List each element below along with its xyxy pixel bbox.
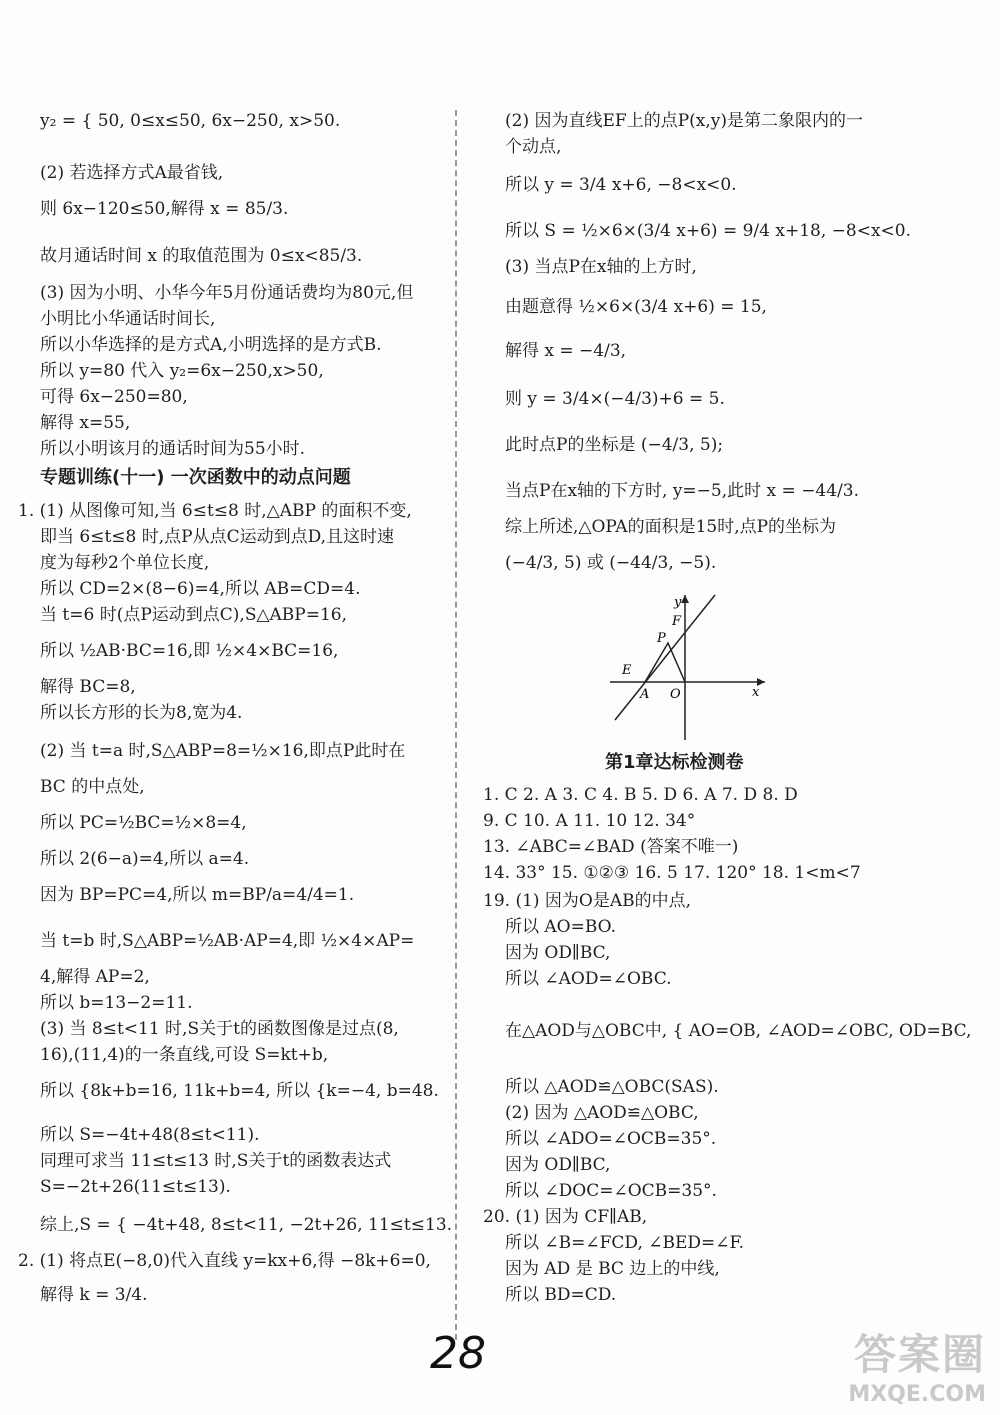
text-line: 故月通话时间 x 的取值范围为 0≤x<85/3. <box>40 246 363 266</box>
text-line: 所以 ∠B=∠FCD, ∠BED=∠F. <box>505 1233 745 1253</box>
text-line: 在△AOD与△OBC中, { AO=OB, ∠AOD=∠OBC, OD=BC, <box>505 1021 972 1041</box>
column-divider <box>455 110 457 1340</box>
text-line: 度为每秒2个单位长度, <box>40 553 210 573</box>
text-line: (3) 当点P在x轴的上方时, <box>505 257 697 277</box>
y-axis-arrow-icon <box>681 595 689 603</box>
text-line: 因为 OD∥BC, <box>505 943 611 963</box>
text-line: 即当 6≤t≤8 时,点P从点C运动到点D,且这时速 <box>40 527 395 547</box>
text-line: 所以 y = 3/4 x+6, −8<x<0. <box>505 175 737 195</box>
coordinate-graph <box>600 590 780 750</box>
section-heading: 第1章达标检测卷 <box>605 752 744 773</box>
text-line: 所以 b=13−2=11. <box>40 993 193 1013</box>
label-a: A <box>640 687 650 702</box>
answer-line: 13. ∠ABC=∠BAD (答案不唯一) <box>483 837 739 857</box>
label-p: P <box>657 631 666 646</box>
answer-line: 9. C 10. A 11. 10 12. 34° <box>483 811 696 831</box>
text-line: (3) 当 8≤t<11 时,S关于t的函数图像是过点(8, <box>40 1019 399 1039</box>
text-line: 因为 AD 是 BC 边上的中线, <box>505 1259 720 1279</box>
label-f: F <box>672 614 682 629</box>
text-line: 4,解得 AP=2, <box>40 967 150 987</box>
text-line: 所以 S = ½×6×(3/4 x+6) = 9/4 x+18, −8<x<0. <box>505 221 911 241</box>
text-line: 所以小明该月的通话时间为55小时. <box>40 439 306 459</box>
text-line: 因为 OD∥BC, <box>505 1155 611 1175</box>
text-line: 当点P在x轴的下方时, y=−5,此时 x = −44/3. <box>505 481 860 501</box>
text-line: (2) 因为直线EF上的点P(x,y)是第二象限内的一 <box>505 111 863 131</box>
answer-line: 14. 33° 15. ①②③ 16. 5 17. 120° 18. 1<m<7 <box>483 863 861 883</box>
text-line: 当 t=b 时,S△ABP=½AB·AP=4,即 ½×4×AP= <box>40 931 415 951</box>
text-line: (2) 当 t=a 时,S△ABP=8=½×16,即点P此时在 <box>40 741 406 761</box>
text-line: 由题意得 ½×6×(3/4 x+6) = 15, <box>505 297 767 317</box>
text-line: 综上所述,△OPA的面积是15时,点P的坐标为 <box>505 517 837 537</box>
text-line: (−4/3, 5) 或 (−44/3, −5). <box>505 553 717 573</box>
watermark <box>848 1322 986 1407</box>
text-line: 2. (1) 将点E(−8,0)代入直线 y=kx+6,得 −8k+6=0, <box>18 1251 431 1271</box>
watermark-logo: 答案圈 <box>853 1330 986 1379</box>
text-line: 此时点P的坐标是 (−4/3, 5); <box>505 435 724 455</box>
text-line: 因为 BP=PC=4,所以 m=BP/a=4/4=1. <box>40 885 355 905</box>
answer-line: 1. C 2. A 3. C 4. B 5. D 6. A 7. D 8. D <box>483 785 798 805</box>
label-y: y <box>674 595 682 610</box>
text-line: 所以 ∠AOD=∠OBC. <box>505 969 672 989</box>
text-line: 所以 PC=½BC=½×8=4, <box>40 813 247 833</box>
text-line: 所以 ∠ADO=∠OCB=35°. <box>505 1129 717 1149</box>
text-line: 解得 BC=8, <box>40 677 136 697</box>
label-e: E <box>622 663 632 678</box>
text-line: 则 y = 3/4×(−4/3)+6 = 5. <box>505 389 725 409</box>
text-line: 所以 BD=CD. <box>505 1285 617 1305</box>
text-line: 所以 ½AB·BC=16,即 ½×4×BC=16, <box>40 641 339 661</box>
text-line: S=−2t+26(11≤t≤13). <box>40 1177 231 1197</box>
text-line: 综上,S = { −4t+48, 8≤t<11, −2t+26, 11≤t≤13. <box>40 1215 453 1235</box>
text-line: 所以 △AOD≌△OBC(SAS). <box>505 1077 719 1097</box>
page-number: 28 <box>430 1328 486 1379</box>
text-line: 所以 y=80 代入 y₂=6x−250,x>50, <box>40 361 324 381</box>
text-line: 同理可求当 11≤t≤13 时,S关于t的函数表达式 <box>40 1151 392 1171</box>
text-line: 当 t=6 时(点P运动到点C),S△ABP=16, <box>40 605 348 625</box>
label-x: x <box>752 685 760 700</box>
label-o: O <box>670 687 681 702</box>
text-line: y₂ = { 50, 0≤x≤50, 6x−250, x>50. <box>40 111 341 131</box>
text-line: (3) 因为小明、小华今年5月份通话费均为80元,但 <box>40 283 414 303</box>
text-line: 所以 AO=BO. <box>505 917 617 937</box>
text-line: 可得 6x−250=80, <box>40 387 188 407</box>
text-line: BC 的中点处, <box>40 777 145 797</box>
section-heading: 专题训练(十一) 一次函数中的动点问题 <box>40 467 351 488</box>
text-line: (2) 若选择方式A最省钱, <box>40 163 224 183</box>
text-line: 解得 x=55, <box>40 413 131 433</box>
text-line: 则 6x−120≤50,解得 x = 85/3. <box>40 199 289 219</box>
text-line: 小明比小华通话时间长, <box>40 309 216 329</box>
text-line: 所以小华选择的是方式A,小明选择的是方式B. <box>40 335 382 355</box>
text-line: 所以 S=−4t+48(8≤t<11). <box>40 1125 260 1145</box>
watermark-url: MXQE.COM <box>848 1382 986 1407</box>
text-line: 所以 ∠DOC=∠OCB=35°. <box>505 1181 717 1201</box>
text-line: 20. (1) 因为 CF∥AB, <box>483 1207 648 1227</box>
text-line: 所以 {8k+b=16, 11k+b=4, 所以 {k=−4, b=48. <box>40 1081 439 1101</box>
text-line: 解得 k = 3/4. <box>40 1285 148 1305</box>
text-line: 所以 CD=2×(8−6)=4,所以 AB=CD=4. <box>40 579 361 599</box>
answer-line: 19. (1) 因为O是AB的中点, <box>483 891 692 911</box>
text-line: 所以长方形的长为8,宽为4. <box>40 703 243 723</box>
text-line: (2) 因为 △AOD≌△OBC, <box>505 1103 699 1123</box>
line-ef <box>615 595 715 720</box>
text-line: 所以 2(6−a)=4,所以 a=4. <box>40 849 250 869</box>
text-line: 1. (1) 从图像可知,当 6≤t≤8 时,△ABP 的面积不变, <box>18 501 412 521</box>
text-line: 解得 x = −4/3, <box>505 341 627 361</box>
text-line: 16),(11,4)的一条直线,可设 S=kt+b, <box>40 1045 329 1065</box>
text-line: 个动点, <box>505 137 562 157</box>
